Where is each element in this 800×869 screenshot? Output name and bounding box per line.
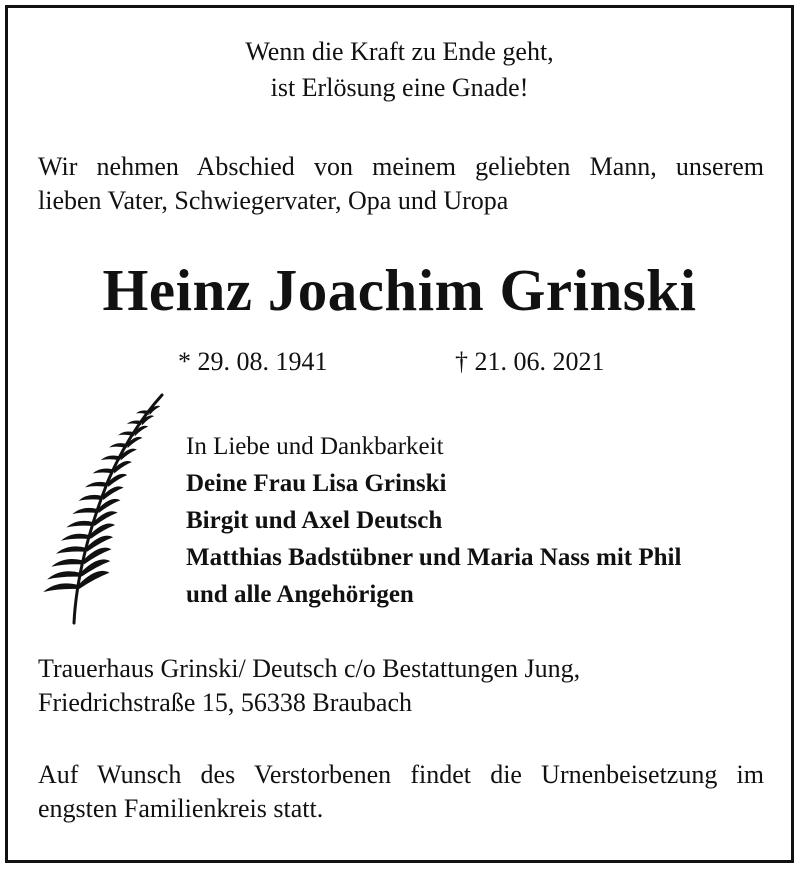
intro-line-1-text: Wir nehmen Abschied von meinem geliebten Mann, unserem bbox=[38, 152, 764, 181]
address-line-1: Trauerhaus Grinski/ Deutsch c/o Bestattungen Jung, bbox=[38, 654, 581, 683]
frond-leaflet bbox=[56, 546, 86, 553]
frond-leaflet bbox=[109, 443, 127, 448]
frond-leaflet bbox=[72, 508, 97, 514]
frond-leaflet bbox=[43, 583, 78, 592]
frond-leaflet bbox=[101, 455, 120, 460]
death-date: † 21. 06. 2021 bbox=[455, 347, 605, 376]
mourners-intro: In Liebe und Dankbarkeit bbox=[186, 433, 444, 460]
intro-line-1 bbox=[38, 150, 764, 184]
frond-leaflet bbox=[85, 482, 107, 487]
frond-leaflet bbox=[61, 534, 90, 541]
closing-line-1 bbox=[38, 758, 764, 792]
closing-line-1-text: Auf Wunsch des Verstorbenen findet die Urnenbeisetzung im bbox=[38, 760, 764, 789]
mourners-block bbox=[186, 428, 681, 613]
frond-leaflet bbox=[136, 410, 149, 415]
motto-line-2: ist Erlösung eine Gnade! bbox=[270, 73, 529, 102]
mourner-name: Deine Frau Lisa Grinski bbox=[186, 470, 447, 497]
birth-date: * 29. 08. 1941 bbox=[178, 347, 328, 376]
frond-leaflet bbox=[93, 468, 114, 473]
closing-line-2: engsten Familienkreis statt. bbox=[38, 794, 324, 823]
frond-leaflet bbox=[78, 495, 102, 501]
obituary-frame bbox=[5, 5, 794, 863]
mourner-name: Matthias Badstübner und Maria Nass mit Phil bbox=[186, 544, 682, 571]
deceased-name: Heinz Joachim Grinski bbox=[102, 257, 697, 323]
frond-leaflet bbox=[47, 571, 80, 579]
motto-line-1: Wenn die Kraft zu Ende geht, bbox=[245, 37, 554, 66]
frond-leaflet bbox=[127, 421, 141, 426]
mourner-name: und alle Angehörigen bbox=[186, 581, 414, 608]
address-line-2: Friedrichstraße 15, 56338 Braubach bbox=[38, 688, 413, 717]
frond-leaflet bbox=[118, 431, 134, 436]
mourner-name: Birgit und Axel Deutsch bbox=[186, 507, 443, 534]
frond-leaflet bbox=[66, 521, 93, 528]
intro-line-2: lieben Vater, Schwiegervater, Opa und Uropa bbox=[38, 186, 509, 215]
frond-leaflet bbox=[51, 559, 83, 567]
palm-frond-icon bbox=[38, 391, 168, 627]
